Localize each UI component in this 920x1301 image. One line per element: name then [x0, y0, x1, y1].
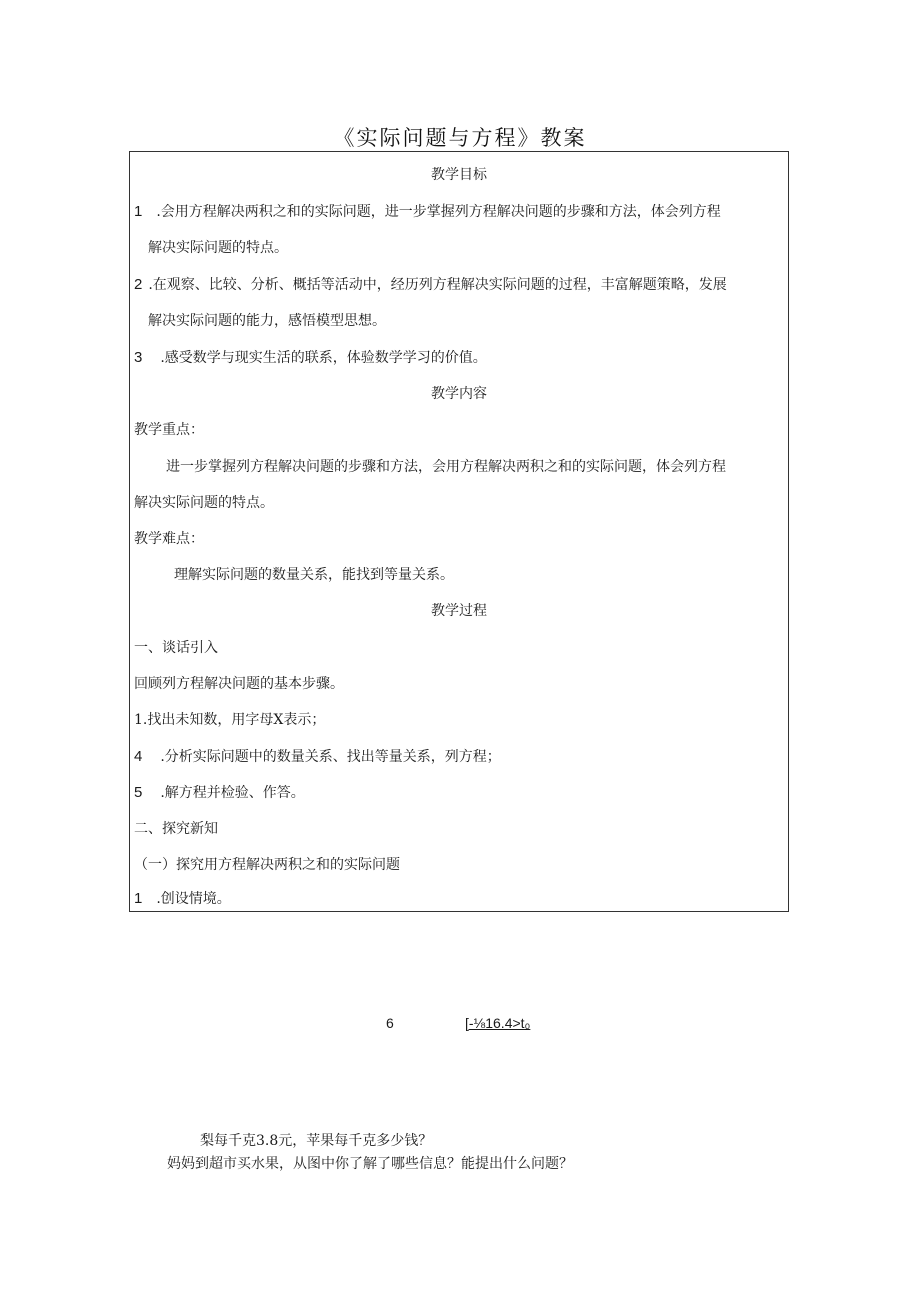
- step-3: [134, 784, 305, 802]
- shopping-question: 妈妈到超市买水果，从图中你了解了哪些信息？能提出什么问题？: [167, 1156, 573, 1172]
- scenario-item-number: 1: [134, 890, 143, 907]
- goal-2-text: .在观察、比较、分析、概括等活动中，经历列方程解决实际问题的过程，丰富解题策略，发展: [148, 277, 727, 293]
- lesson-plan-table: [129, 151, 789, 912]
- step-2-number: 4: [134, 748, 143, 765]
- explore-subtitle: （一）探究用方程解决两积之和的实际问题: [134, 857, 400, 873]
- step-2-text: .分析实际问题中的数量关系、找出等量关系，列方程；: [160, 749, 501, 765]
- goal-1: [134, 203, 721, 221]
- key-points-label: 教学重点：: [134, 422, 204, 438]
- goals-heading: 教学目标: [431, 167, 487, 183]
- goal-3-text: .感受数学与现实生活的联系，体验数学学习的价值。: [160, 350, 487, 366]
- step-3-number: 5: [134, 784, 143, 801]
- goal-2: [134, 276, 727, 294]
- step-3-text: .解方程并检验、作答。: [160, 785, 305, 801]
- difficulties-label: 教学难点：: [134, 531, 204, 547]
- difficulties-text: 理解实际问题的数量关系，能找到等量关系。: [174, 567, 454, 583]
- key-points-continuation: 解决实际问题的特点。: [134, 495, 274, 511]
- document-title: 《实际问题与方程》教案: [333, 126, 587, 150]
- goal-1-number: 1: [134, 203, 143, 220]
- goal-2-continuation: 解决实际问题的能力，感悟模型思想。: [148, 313, 386, 329]
- scenario-item-text: .创设情境。: [156, 891, 231, 907]
- goal-1-continuation: 解决实际问题的特点。: [148, 240, 288, 256]
- goal-1-text: .会用方程解决两积之和的实际问题，进一步掌握列方程解决问题的步骤和方法，体会列方程: [156, 204, 721, 220]
- step-1: 1.找出未知数，用字母X表示；: [134, 712, 326, 728]
- goal-3-number: 3: [134, 349, 143, 366]
- explore-title: 二、探究新知: [134, 821, 218, 837]
- figure-formula: [-⅛16.4>t₀: [465, 1015, 531, 1031]
- goal-3: [134, 349, 487, 367]
- goal-2-number: 2: [134, 276, 143, 293]
- price-question: 梨每千克3.8元，苹果每千克多少钱？: [200, 1133, 433, 1149]
- process-heading: 教学过程: [431, 603, 487, 619]
- content-heading: 教学内容: [431, 386, 487, 402]
- step-2: [134, 748, 501, 766]
- key-points-text: 进一步掌握列方程解决问题的步骤和方法，会用方程解决两积之和的实际问题，体会列方程: [166, 459, 726, 475]
- intro-title: 一、谈话引入: [134, 640, 218, 656]
- review-text: 回顾列方程解决问题的基本步骤。: [134, 676, 344, 692]
- figure-number: 6: [386, 1015, 394, 1031]
- scenario-item: [134, 890, 231, 908]
